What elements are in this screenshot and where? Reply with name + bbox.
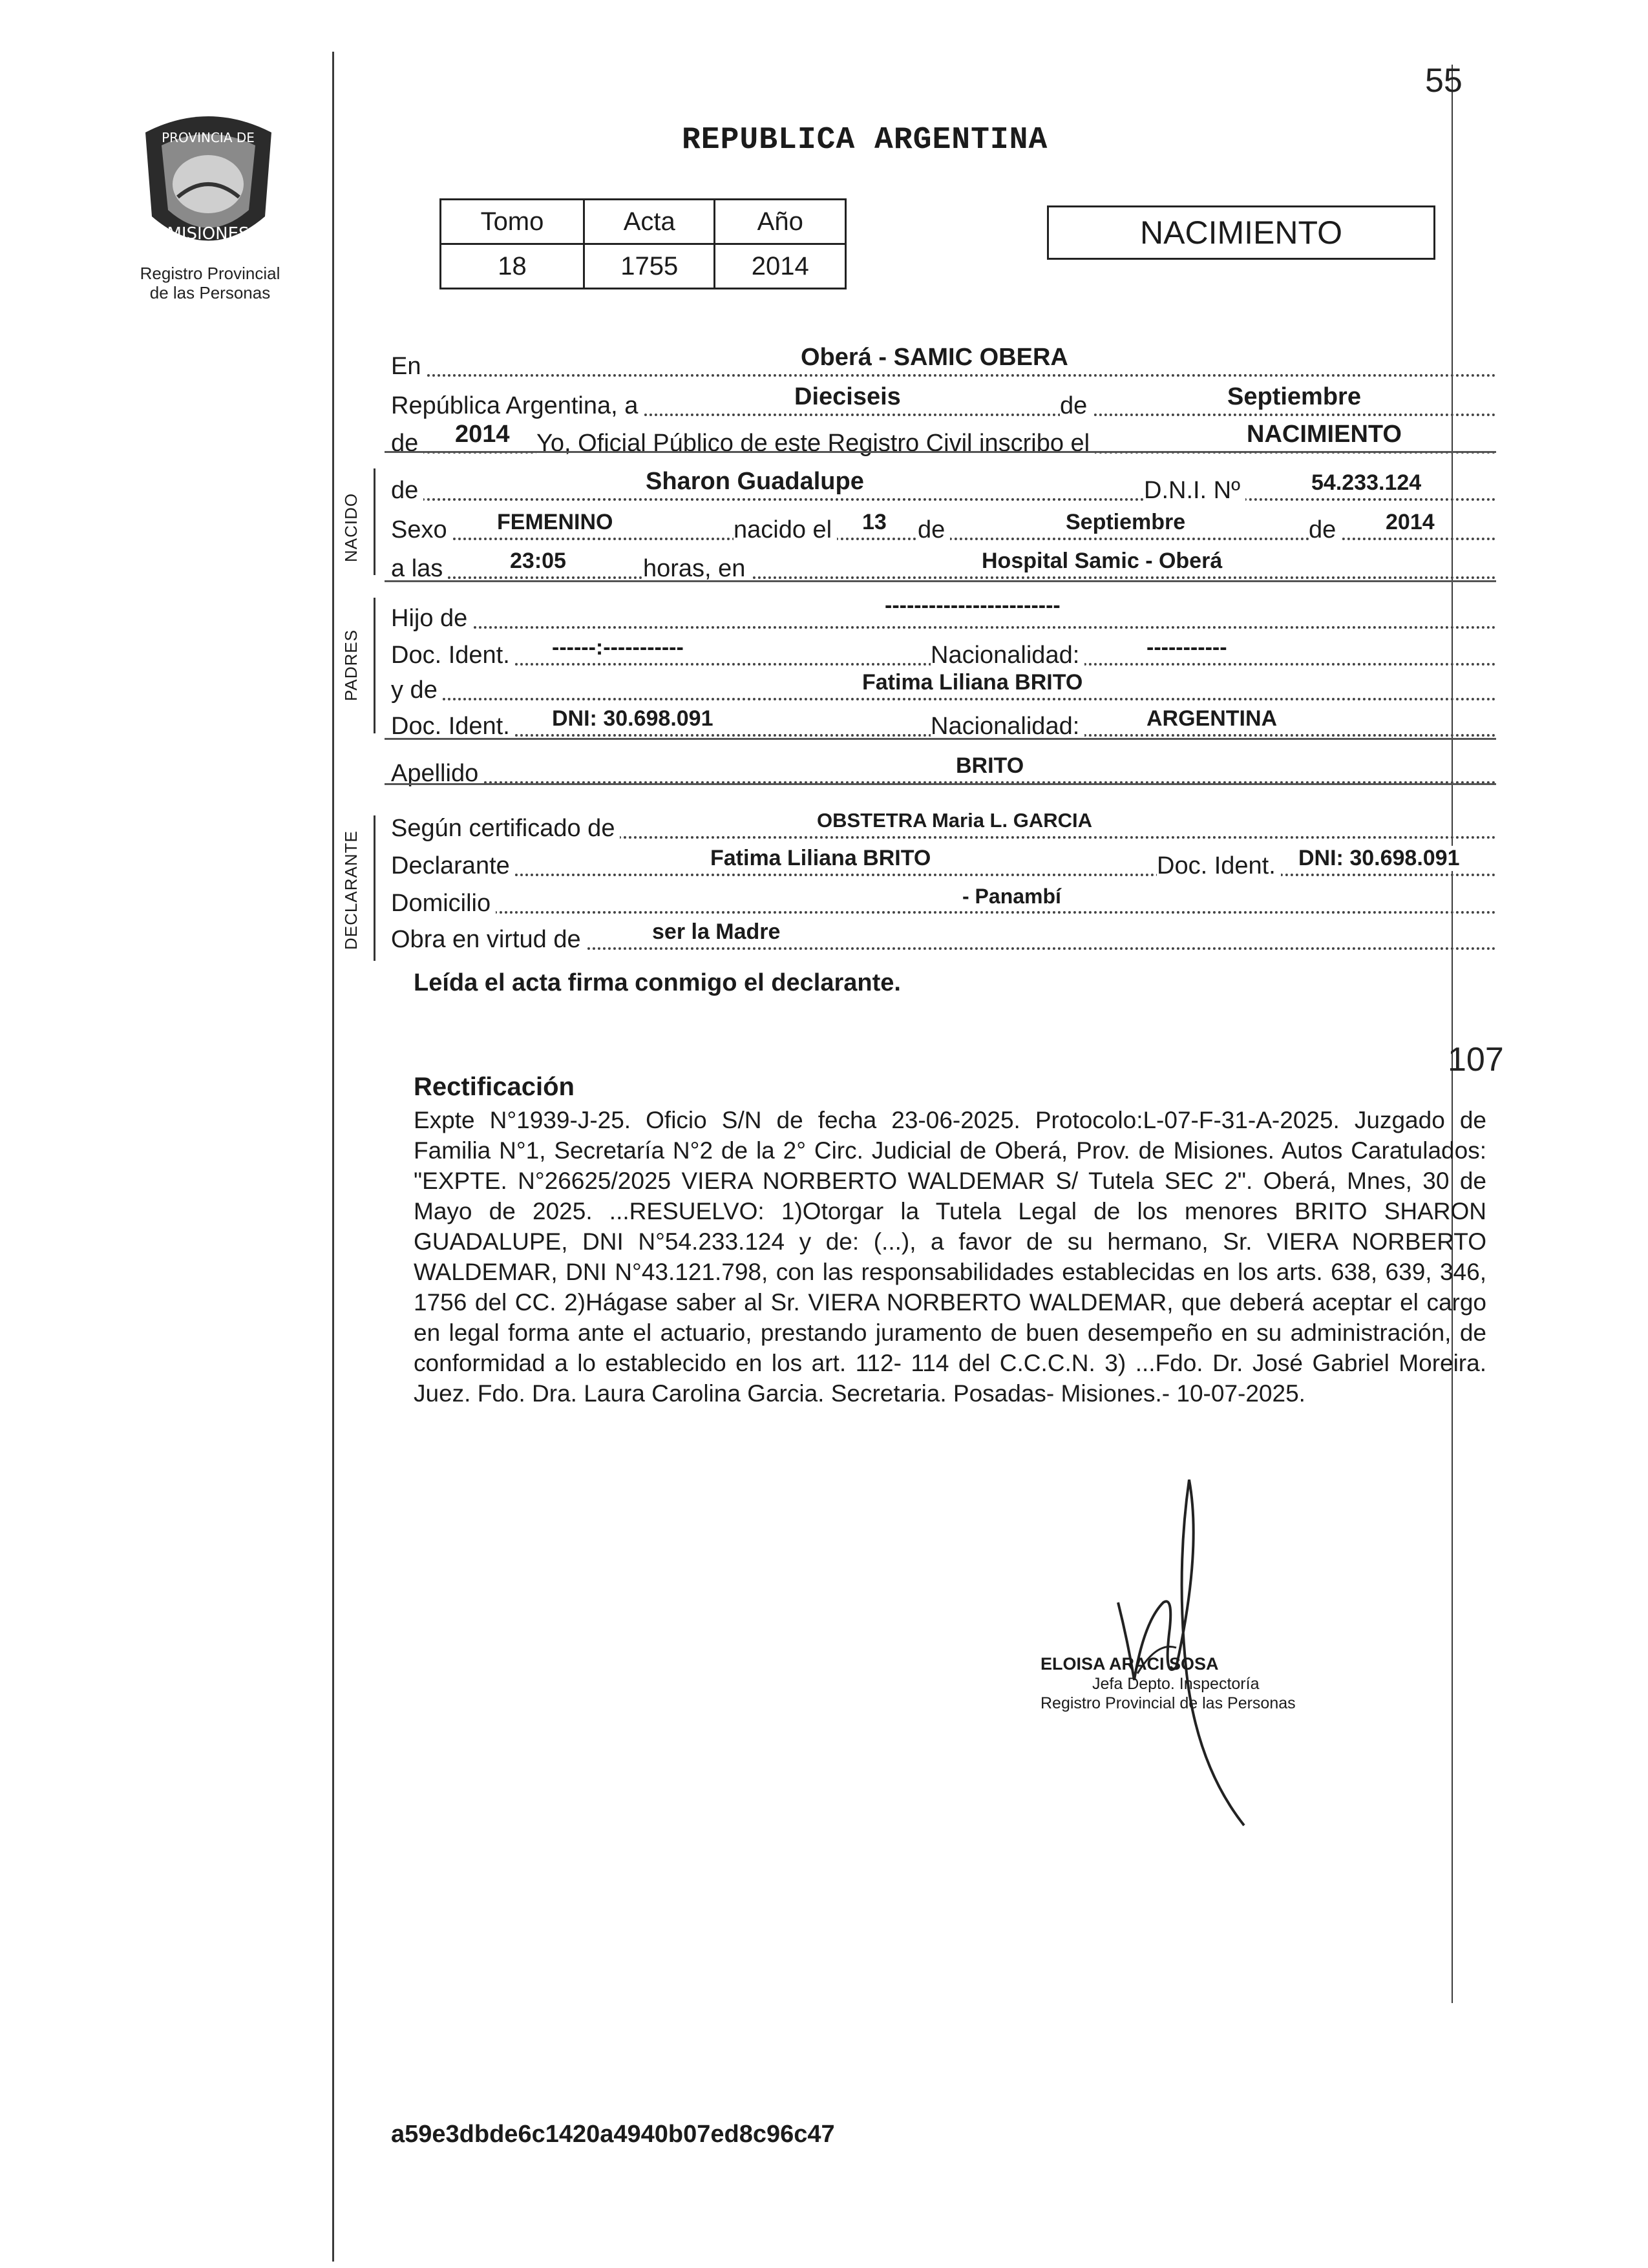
apellido-label: Apellido — [391, 760, 483, 788]
side-number: 107 — [1448, 1041, 1504, 1078]
nacido-dni: 54.233.124 — [1309, 470, 1424, 496]
madre-nacionalidad: ARGENTINA — [1144, 706, 1280, 731]
nacido-hora: 23:05 — [507, 549, 569, 574]
row-obra — [391, 919, 1496, 956]
de-label-dia: de — [918, 516, 950, 544]
en-label: En — [391, 353, 426, 381]
declarante-value: Fatima Liliana BRITO — [708, 846, 933, 871]
nacido-anio: 2014 — [1383, 510, 1437, 535]
tomo-acta-anio-table — [439, 198, 847, 289]
country-title: REPUBLICA ARGENTINA — [682, 123, 1048, 158]
doc-ident-label-2: Doc. Ident. — [391, 713, 515, 740]
anio-label: Año — [715, 200, 846, 244]
registry-caption-line1: Registro Provincial — [140, 264, 280, 283]
declarante-doc-label: Doc. Ident. — [1157, 852, 1281, 880]
row-nombre — [391, 470, 1496, 507]
doc-ident-label: Doc. Ident. — [391, 642, 515, 669]
row-hijo-de — [391, 593, 1496, 635]
de-label-nombre: de — [391, 477, 423, 505]
horas-en-label: horas, en — [643, 555, 750, 583]
svg-text:PROVINCIA DE: PROVINCIA DE — [162, 130, 255, 145]
svg-text:MISIONES: MISIONES — [167, 224, 249, 244]
stamp-org: Registro Provincial de las Personas — [1041, 1694, 1296, 1712]
domicilio-label: Domicilio — [391, 890, 496, 918]
page-number: 55 — [1425, 62, 1463, 100]
row-padre-doc — [391, 635, 1496, 672]
row-fecha — [391, 385, 1496, 423]
stamp-name: ELOISA ARACI SOSA — [1041, 1654, 1219, 1674]
acta-mes: Septiembre — [1225, 383, 1364, 411]
anio-value: 2014 — [715, 244, 846, 289]
hijo-de-label: Hijo de — [391, 605, 472, 633]
official-stamp — [1041, 1654, 1377, 1713]
padres-section-label: PADRES — [341, 629, 361, 701]
rectificacion-title: Rectificación — [414, 1073, 575, 1101]
madre-nombre: Fatima Liliana BRITO — [860, 670, 1085, 695]
acta-tipo: NACIMIENTO — [1244, 421, 1404, 448]
nacionalidad-label: Nacionalidad: — [931, 642, 1084, 669]
act-type-box: NACIMIENTO — [1047, 205, 1435, 260]
padres-brace — [374, 598, 375, 733]
domicilio-value: - Panambí — [960, 885, 1064, 908]
row-certificado — [391, 808, 1496, 845]
padre-doc: ------:----------- — [549, 635, 686, 660]
nacido-dia: 13 — [860, 510, 889, 535]
tomo-value: 18 — [441, 244, 584, 289]
acta-value: 1755 — [584, 244, 715, 289]
province-seal-logo — [132, 107, 284, 265]
row-lugar — [391, 346, 1496, 383]
row-domicilio — [391, 883, 1496, 920]
nacido-nombre: Sharon Guadalupe — [643, 468, 867, 496]
republica-label: República Argentina, a — [391, 392, 643, 420]
leida-statement: Leída el acta firma conmigo el declarante. — [414, 969, 901, 996]
a-las-label: a las — [391, 555, 448, 583]
y-de-label: y de — [391, 677, 443, 704]
acta-anio: 2014 — [452, 421, 512, 448]
nacionalidad-label-2: Nacionalidad: — [931, 713, 1084, 740]
padre-nacionalidad: ----------- — [1144, 635, 1230, 660]
row-y-de — [391, 669, 1496, 707]
nacido-el-label: nacido el — [734, 516, 837, 544]
obra-value: ser la Madre — [650, 919, 783, 945]
row-inscribo — [391, 423, 1496, 460]
de-label-2: de — [391, 430, 423, 457]
obra-label: Obra en virtud de — [391, 926, 586, 954]
acta-label: Acta — [584, 200, 715, 244]
registry-caption-line2: de las Personas — [149, 283, 271, 302]
de-label: de — [1060, 392, 1092, 420]
row-sexo — [391, 509, 1496, 547]
apellido-value: BRITO — [953, 753, 1026, 779]
document-hash: a59e3dbde6c1420a4940b07ed8c96c47 — [391, 2121, 835, 2148]
declarante-doc: DNI: 30.698.091 — [1296, 846, 1463, 871]
tomo-label: Tomo — [441, 200, 584, 244]
row-declarante — [391, 845, 1496, 883]
declarante-brace — [374, 815, 375, 961]
padre-nombre: ------------------------ — [882, 593, 1063, 618]
madre-doc: DNI: 30.698.091 — [549, 706, 716, 731]
nacido-lugar: Hospital Samic - Oberá — [979, 549, 1225, 574]
nacido-sexo: FEMENINO — [494, 510, 615, 535]
nacido-mes: Septiembre — [1063, 510, 1188, 535]
acta-lugar: Oberá - SAMIC OBERA — [798, 344, 1071, 372]
sexo-label: Sexo — [391, 516, 452, 544]
left-margin-line — [332, 52, 334, 2262]
declarante-section-label: DECLARANTE — [341, 830, 361, 950]
declarante-label: Declarante — [391, 852, 515, 880]
de-label-anio: de — [1309, 516, 1341, 544]
rectificacion-body: Expte N°1939-J-25. Oficio S/N de fecha 23-06-2025. Protocolo:L-07-F-31-A-2025. Juzgado de Familia N°1, Secretaría N°2 de la 2° Circ. Judicial de Oberá, Prov. de Misiones. Autos Caratulados: "EXPTE. N°26625/2025 VIERA NORBERTO WALDEMAR S/ Tutela SEC 2". Oberá, Mnes, 30 de Mayo de 2025. ...RESUELVO: 1)Otorgar la Tutela Legal de los menores BRITO SHARON GUADALUPE, DNI N°54.233.124 y de: (...), a favor de su hermano, Sr. VIERA NORBERTO WALDEMAR, DNI N°43.121.798, con las responsabilidades establecidas en los arts. 638, 639, 346, 1756 del CC. 2)Hágase saber al Sr. VIERA NORBERTO WALDEMAR, que deberá aceptar el cargo en legal forma ante el actuario, prestando juramento de buen desempeño en su administración, de conformidad a lo establecido en los art. 112- 114 del C.C.C.N. 3) ...Fdo. Dr. José Gabriel Moreira. Juez. Fdo. Dra. Laura Carolina Garcia. Secretaria. Posadas- Misiones.- 10-07-2025. — [414, 1107, 1486, 1407]
yo-text: Yo, Oficial Público de este Registro Civil inscribo el — [536, 430, 1095, 457]
stamp-role: Jefa Depto. Inspectoría — [1092, 1675, 1260, 1693]
nacido-brace — [374, 468, 375, 575]
registry-caption — [123, 264, 297, 302]
dni-label: D.N.I. Nº — [1144, 477, 1245, 505]
nacido-section-label: NACIDO — [341, 492, 361, 562]
acta-dia: Dieciseis — [792, 383, 903, 411]
certificado-label: Según certificado de — [391, 815, 620, 843]
certificado-value: OBSTETRA Maria L. GARCIA — [814, 809, 1095, 832]
